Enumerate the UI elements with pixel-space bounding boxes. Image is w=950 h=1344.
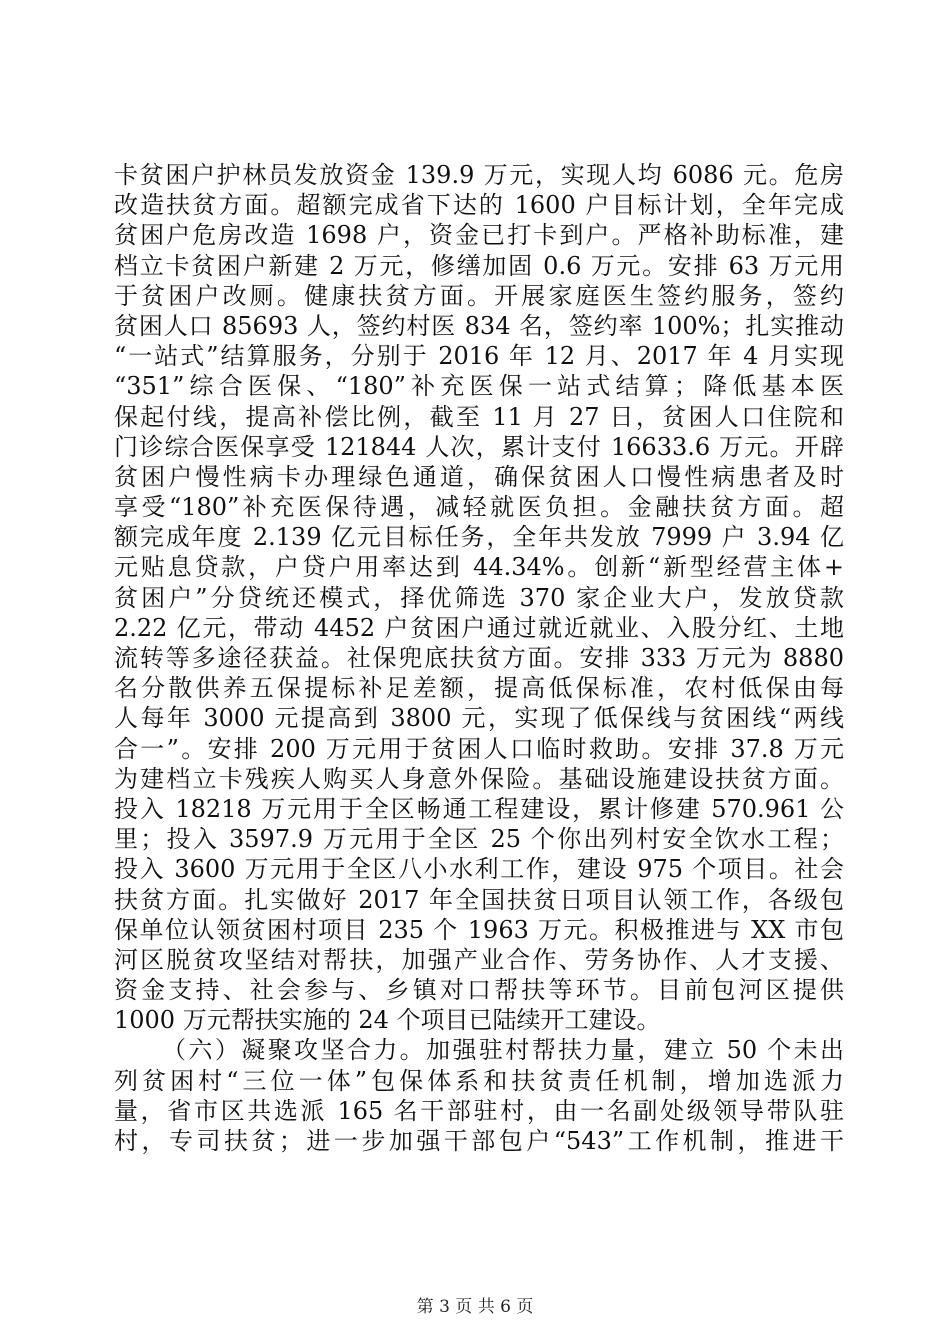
text-line: 里；投入 3597.9 万元用于全区 25 个你出列村安全饮水工程； [114,825,844,854]
text-line: 河区脱贫攻坚结对帮扶，加强产业合作、劳务协作、人才支援、 [114,945,844,974]
text-line: 改造扶贫方面。超额完成省下达的 1600 户目标计划，全年完成 [114,191,844,220]
text-line: 门诊综合医保享受 121844 人次，累计支付 16633.6 万元。开辟 [114,432,844,461]
body-text [114,160,844,1156]
text-line: 1000 万元帮扶实施的 24 个项目已陆续开工建设。 [114,1006,661,1035]
text-line: 合一”。安排 200 万元用于贫困人口临时救助。安排 37.8 万元 [114,734,844,763]
text-line: 量，省市区共选派 165 名干部驻村，由一名副处级领导带队驻 [114,1096,844,1125]
text-line: 贫困人口 85693 人，签约村医 834 名，签约率 100%；扎实推动 [114,311,844,340]
text-line: 投入 18218 万元用于全区畅通工程建设，累计修建 570.961 公 [114,794,844,823]
paragraph-start-line: （六）凝聚攻坚合力。加强驻村帮扶力量，建立 50 个未出 [162,1036,844,1065]
text-line: 元贴息贷款，户贷户用率达到 44.34%。创新“新型经营主体+ [114,553,844,582]
page-footer: 第 3 页 共 6 页 [416,1297,534,1317]
text-line: 扶贫方面。扎实做好 2017 年全国扶贫日项目认领工作，各级包 [114,885,844,914]
text-line: 贫困户危房改造 1698 户，资金已打卡到户。严格补助标准，建 [114,221,844,250]
text-line: 卡贫困户护林员发放资金 139.9 万元，实现人均 6086 元。危房 [114,161,844,189]
text-line: 列贫困村“三位一体”包保体系和扶贫责任机制，增加选派力 [114,1066,844,1095]
text-line: 于贫困户改厕。健康扶贫方面。开展家庭医生签约服务，签约 [114,281,844,310]
text-line: 保起付线，提高补偿比例，截至 11 月 27 日，贫困人口住院和 [114,402,844,431]
text-line: 享受“180”补充医保待遇，减轻就医负担。金融扶贫方面。超 [114,493,844,522]
text-line: 2.22 亿元，带动 4452 户贫困户通过就近就业、入股分红、土地 [114,613,844,642]
text-line: 保单位认领贫困村项目 235 个 1963 万元。积极推进与 XX 市包 [114,915,844,944]
text-line: 贫困户慢性病卡办理绿色通道，确保贫困人口慢性病患者及时 [114,462,844,491]
text-line: 资金支持、社会参与、乡镇对口帮扶等环节。目前包河区提供 [114,976,844,1005]
text-line: 名分散供养五保提标补足差额，提高低保标准，农村低保由每 [114,674,844,703]
text-line: “351”综合医保、“180”补充医保一站式结算；降低基本医 [114,372,844,401]
text-line: 贫困户”分贷统还模式，择优筛选 370 家企业大户，发放贷款 [114,583,844,612]
text-line: 人每年 3000 元提高到 3800 元，实现了低保线与贫困线“两线 [114,704,844,733]
text-line: 流转等多途径获益。社保兜底扶贫方面。安排 333 万元为 8880 [114,644,844,672]
text-line: 档立卡贫困户新建 2 万元，修缮加固 0.6 万元。安排 63 万元用 [114,251,844,280]
text-line: 投入 3600 万元用于全区八小水利工作，建设 975 个项目。社会 [114,855,844,884]
text-line: 村，专司扶贫；进一步加强干部包户“543”工作机制，推进干 [114,1127,844,1155]
text-line: “一站式”结算服务，分别于 2016 年 12 月、2017 年 4 月实现 [114,342,844,371]
text-line: 为建档立卡残疾人购买人身意外保险。基础设施建设扶贫方面。 [114,764,844,793]
text-line: 额完成年度 2.139 亿元目标任务，全年共发放 7999 户 3.94 亿 [114,523,844,552]
